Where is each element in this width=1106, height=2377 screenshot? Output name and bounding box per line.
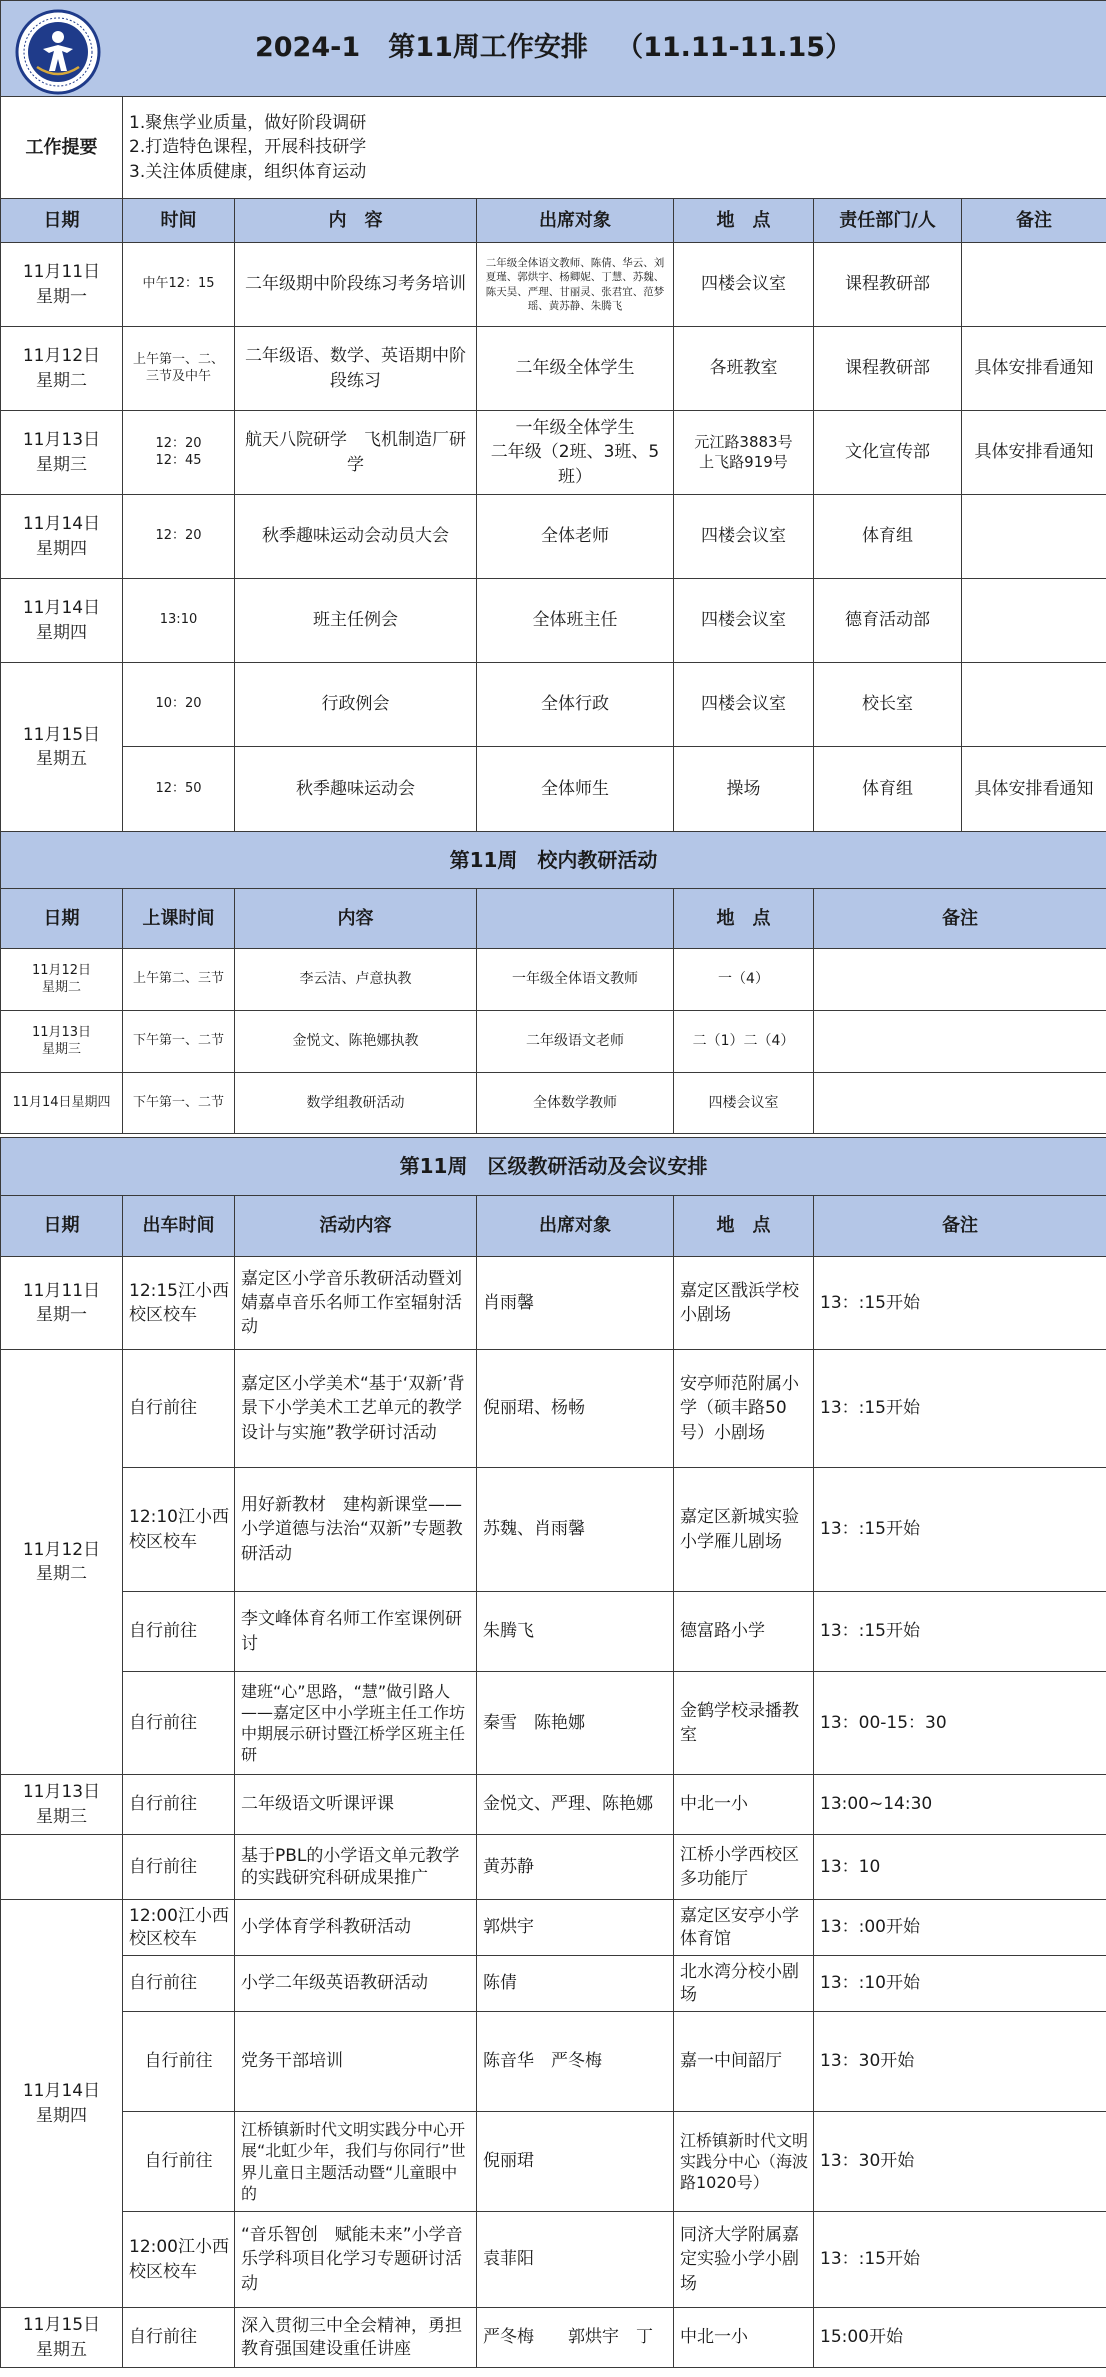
place-cell: 四楼会议室: [674, 579, 814, 663]
table-row: [1, 495, 1106, 579]
place-cell: 江桥小学西校区多功能厅: [674, 1835, 814, 1900]
header-content: 内容: [235, 889, 477, 949]
date-cell: 11月13日 星期三: [1, 1011, 123, 1073]
schedule-header-row: [1, 199, 1106, 243]
note-cell: 13：:15开始: [814, 2212, 1106, 2308]
table-row: [1, 1835, 1106, 1900]
date-cell: 11月13日 星期三: [1, 1775, 123, 1835]
content-cell: 嘉定区小学音乐教研活动暨刘婧嘉卓音乐名师工作室辐射活动: [235, 1257, 477, 1350]
dept-cell: 文化宣传部: [814, 411, 962, 495]
date-cell: 11月11日 星期一: [1, 1257, 123, 1350]
header-time: 上课时间: [123, 889, 235, 949]
time-cell: 中午12：15: [123, 243, 235, 327]
date-cell: 11月12日 星期二: [1, 949, 123, 1011]
attendees-cell: 一年级全体学生 二年级（2班、3班、5班）: [477, 411, 674, 495]
date-cell: 11月12日 星期二: [1, 1350, 123, 1775]
attendees-cell: 全体班主任: [477, 579, 674, 663]
header-note: 备注: [814, 1196, 1106, 1257]
place-cell: 金鹤学校录播教室: [674, 1672, 814, 1775]
date-cell: 11月15日 星期五: [1, 663, 123, 832]
place-cell: 四楼会议室: [674, 243, 814, 327]
place-cell: 同济大学附属嘉定实验小学小剧场: [674, 2212, 814, 2308]
time-cell: 12：20: [123, 495, 235, 579]
table-row: [1, 2012, 1106, 2112]
header-content: 活动内容: [235, 1196, 477, 1257]
content-cell: 二年级语文听课评课: [235, 1775, 477, 1835]
note-cell: 13：00-15：30: [814, 1672, 1106, 1775]
attendees-cell: 朱腾飞: [477, 1592, 674, 1672]
note-cell: [962, 663, 1106, 747]
dept-cell: 课程教研部: [814, 243, 962, 327]
content-cell: 秋季趣味运动会: [235, 747, 477, 832]
header-dept: 责任部门/人: [814, 199, 962, 243]
note-cell: 13：:10开始: [814, 1956, 1106, 2012]
dept-cell: 体育组: [814, 747, 962, 832]
table-row: [1, 949, 1106, 1011]
content-cell: 秋季趣味运动会动员大会: [235, 495, 477, 579]
attendees-cell: 全体师生: [477, 747, 674, 832]
time-cell: 自行前往: [123, 1350, 235, 1468]
dept-cell: 校长室: [814, 663, 962, 747]
summary-item: 1.聚焦学业质量，做好阶段调研: [129, 112, 367, 133]
attendees-cell: 全体老师: [477, 495, 674, 579]
summary-label: 工作提要: [1, 97, 123, 199]
attendees-cell: 陈音华 严冬梅: [477, 2012, 674, 2112]
table-row: [1, 2308, 1106, 2368]
note-cell: [962, 243, 1106, 327]
header-place: 地 点: [674, 889, 814, 949]
table-row: [1, 579, 1106, 663]
content-cell: 数学组教研活动: [235, 1073, 477, 1134]
table-row: [1, 1011, 1106, 1073]
time-cell: 12:15江小西校区校车: [123, 1257, 235, 1350]
time-cell: 12:00江小西校区校车: [123, 2212, 235, 2308]
time-cell: 上午第一、二、三节及中午: [123, 327, 235, 411]
content-cell: 小学体育学科教研活动: [235, 1900, 477, 1956]
date-cell: 11月13日 星期三: [1, 411, 123, 495]
time-cell: 自行前往: [123, 1835, 235, 1900]
content-cell: 小学二年级英语教研活动: [235, 1956, 477, 2012]
note-cell: 15:00开始: [814, 2308, 1106, 2368]
content-cell: 二年级语、数学、英语期中阶段练习: [235, 327, 477, 411]
place-cell: 各班教室: [674, 327, 814, 411]
attendees-cell: 苏魏、肖雨馨: [477, 1468, 674, 1592]
summary-item: 2.打造特色课程，开展科技研学: [129, 137, 367, 158]
content-cell: 二年级期中阶段练习考务培训: [235, 243, 477, 327]
table-row: [1, 1672, 1106, 1775]
place-cell: 一（4）: [674, 949, 814, 1011]
table-row: [1, 2212, 1106, 2308]
place-cell: 北水湾分校小剧场: [674, 1956, 814, 2012]
attendees-cell: 二年级语文老师: [477, 1011, 674, 1073]
attendees-cell: 全体行政: [477, 663, 674, 747]
attendees-cell: 郭烘宇: [477, 1900, 674, 1956]
dept-cell: 体育组: [814, 495, 962, 579]
content-cell: 班主任例会: [235, 579, 477, 663]
header-attendees: 出席对象: [477, 199, 674, 243]
table-row: [1, 1775, 1106, 1835]
attendees-cell: 秦雪 陈艳娜: [477, 1672, 674, 1775]
content-cell: 江桥镇新时代文明实践分中心开展“北虹少年，我们与你同行”世界儿童日主题活动暨“儿童眼中的: [235, 2112, 477, 2212]
time-cell: 自行前往: [123, 1775, 235, 1835]
attendees-cell: 陈倩: [477, 1956, 674, 2012]
header-place: 地 点: [674, 199, 814, 243]
place-cell: 操场: [674, 747, 814, 832]
summary-items: [123, 97, 1106, 199]
attendees-cell: 肖雨馨: [477, 1257, 674, 1350]
content-cell: 嘉定区小学美术“基于‘双新’背景下小学美术工艺单元的教学设计与实施”教学研讨活动: [235, 1350, 477, 1468]
page-title-cell: [1, 1, 1106, 97]
table-row: [1, 1350, 1106, 1468]
place-cell: 安亭师范附属小学（硕丰路50号）小剧场: [674, 1350, 814, 1468]
table-row: [1, 1073, 1106, 1134]
attendees-cell: 严冬梅 郭烘宇 丁: [477, 2308, 674, 2368]
header-date: 日期: [1, 1196, 123, 1257]
place-cell: 嘉定区新城实验小学雁儿剧场: [674, 1468, 814, 1592]
place-cell: 中北一小: [674, 1775, 814, 1835]
content-cell: 金悦文、陈艳娜执教: [235, 1011, 477, 1073]
table-row: [1, 747, 1106, 832]
content-cell: 李云洁、卢意执教: [235, 949, 477, 1011]
school-research-table: [0, 831, 1106, 1134]
note-cell: 13：:15开始: [814, 1468, 1106, 1592]
attendees-cell: 全体数学教师: [477, 1073, 674, 1134]
content-cell: 李文峰体育名师工作室课例研讨: [235, 1592, 477, 1672]
time-cell: 12：20 12：45: [123, 411, 235, 495]
table-row: [1, 2112, 1106, 2212]
header-blank: [477, 889, 674, 949]
place-cell: 嘉定区戬浜学校小剧场: [674, 1257, 814, 1350]
time-cell: 自行前往: [123, 1956, 235, 2012]
time-cell: 10：20: [123, 663, 235, 747]
table-row: [1, 1468, 1106, 1592]
date-cell: 11月14日 星期四: [1, 1900, 123, 2308]
table-row: [1, 1592, 1106, 1672]
note-cell: 13：:15开始: [814, 1350, 1106, 1468]
place-cell: 嘉一中间韶厅: [674, 2012, 814, 2112]
attendees-cell: 倪丽珺: [477, 2112, 674, 2212]
time-cell: 上午第二、三节: [123, 949, 235, 1011]
header-note: 备注: [814, 889, 1106, 949]
content-cell: 用好新教材 建构新课堂——小学道德与法治“双新”专题教研活动: [235, 1468, 477, 1592]
note-cell: 13：:00开始: [814, 1900, 1106, 1956]
date-cell: 11月15日 星期五: [1, 2308, 123, 2368]
district-research-banner: 第11周 区级教研活动及会议安排: [1, 1138, 1106, 1196]
content-cell: “音乐智创 赋能未来”小学音乐学科项目化学习专题研讨活动: [235, 2212, 477, 2308]
date-cell: 11月12日 星期二: [1, 327, 123, 411]
time-cell: 自行前往: [123, 2012, 235, 2112]
note-cell: 具体安排看通知: [962, 747, 1106, 832]
school-emblem-icon: [15, 9, 101, 95]
content-cell: 航天八院研学 飞机制造厂研学: [235, 411, 477, 495]
note-cell: [814, 1011, 1106, 1073]
attendees-cell: 倪丽珺、杨畅: [477, 1350, 674, 1468]
table-row: [1, 1257, 1106, 1350]
attendees-cell: 黄苏静: [477, 1835, 674, 1900]
header-time: 时间: [123, 199, 235, 243]
time-cell: 下午第一、二节: [123, 1073, 235, 1134]
note-cell: 13：:15开始: [814, 1257, 1106, 1350]
place-cell: 中北一小: [674, 2308, 814, 2368]
weekly-schedule-table: [0, 0, 1106, 832]
attendees-cell: 一年级全体语文教师: [477, 949, 674, 1011]
place-cell: 德富路小学: [674, 1592, 814, 1672]
attendees-cell: 二年级全体语文教师、陈倩、华云、刘夏瑾、郭烘宇、杨卿妮、丁慧、苏魏、陈天昊、严理、甘丽灵、张君宜、范梦瑶、黄苏静、朱腾飞: [477, 243, 674, 327]
header-place: 地 点: [674, 1196, 814, 1257]
time-cell: 自行前往: [123, 1592, 235, 1672]
place-cell: 四楼会议室: [674, 1073, 814, 1134]
note-cell: 具体安排看通知: [962, 411, 1106, 495]
time-cell: 12:10江小西校区校车: [123, 1468, 235, 1592]
content-cell: 党务干部培训: [235, 2012, 477, 2112]
attendees-cell: 二年级全体学生: [477, 327, 674, 411]
place-cell: 嘉定区安亭小学体育馆: [674, 1900, 814, 1956]
note-cell: 具体安排看通知: [962, 327, 1106, 411]
time-cell: 下午第一、二节: [123, 1011, 235, 1073]
table-row: [1, 411, 1106, 495]
note-cell: [962, 495, 1106, 579]
table-row: [1, 1900, 1106, 1956]
attendees-cell: 袁菲阳: [477, 2212, 674, 2308]
time-cell: 自行前往: [123, 1672, 235, 1775]
table-row: [1, 663, 1106, 747]
research-header-row: [1, 889, 1106, 949]
note-cell: 13：30开始: [814, 2112, 1106, 2212]
content-cell: 深入贯彻三中全会精神，勇担教育强国建设重任讲座: [235, 2308, 477, 2368]
summary-item: 3.关注体质健康，组织体育运动: [129, 161, 367, 182]
table-row: [1, 327, 1106, 411]
note-cell: [814, 949, 1106, 1011]
school-research-banner: 第11周 校内教研活动: [1, 832, 1106, 889]
time-cell: 自行前往: [123, 2112, 235, 2212]
header-date: 日期: [1, 199, 123, 243]
time-cell: 12：50: [123, 747, 235, 832]
date-cell: 11月14日 星期四: [1, 495, 123, 579]
date-cell: 11月11日 星期一: [1, 243, 123, 327]
header-content: 内 容: [235, 199, 477, 243]
dept-cell: 课程教研部: [814, 327, 962, 411]
time-cell: 12:00江小西校区校车: [123, 1900, 235, 1956]
district-research-table: [0, 1137, 1106, 2368]
place-cell: 元江路3883号 上飞路919号: [674, 411, 814, 495]
time-cell: 自行前往: [123, 2308, 235, 2368]
place-cell: 二（1）二（4）: [674, 1011, 814, 1073]
header-date: 日期: [1, 889, 123, 949]
date-cell: [1, 1835, 123, 1900]
header-time: 出车时间: [123, 1196, 235, 1257]
table-row: [1, 243, 1106, 327]
date-cell: 11月14日星期四: [1, 1073, 123, 1134]
district-header-row: [1, 1196, 1106, 1257]
table-row: [1, 1956, 1106, 2012]
header-note: 备注: [962, 199, 1106, 243]
date-cell: 11月14日 星期四: [1, 579, 123, 663]
content-cell: 基于PBL的小学语文单元教学的实践研究科研成果推广: [235, 1835, 477, 1900]
note-cell: 13：:15开始: [814, 1592, 1106, 1672]
note-cell: 13:00~14:30: [814, 1775, 1106, 1835]
note-cell: [962, 579, 1106, 663]
header-attendees: 出席对象: [477, 1196, 674, 1257]
time-cell: 13:10: [123, 579, 235, 663]
place-cell: 四楼会议室: [674, 495, 814, 579]
place-cell: 江桥镇新时代文明实践分中心（海波路1020号）: [674, 2112, 814, 2212]
page-title: 2024-1 第11周工作安排 （11.11-11.15）: [254, 32, 853, 64]
note-cell: 13：30开始: [814, 2012, 1106, 2112]
note-cell: 13：10: [814, 1835, 1106, 1900]
place-cell: 四楼会议室: [674, 663, 814, 747]
dept-cell: 德育活动部: [814, 579, 962, 663]
attendees-cell: 金悦文、严理、陈艳娜: [477, 1775, 674, 1835]
content-cell: 建班“心”思路，“慧”做引路人——嘉定区中小学班主任工作坊中期展示研讨暨江桥学区班主任研: [235, 1672, 477, 1775]
content-cell: 行政例会: [235, 663, 477, 747]
note-cell: [814, 1073, 1106, 1134]
